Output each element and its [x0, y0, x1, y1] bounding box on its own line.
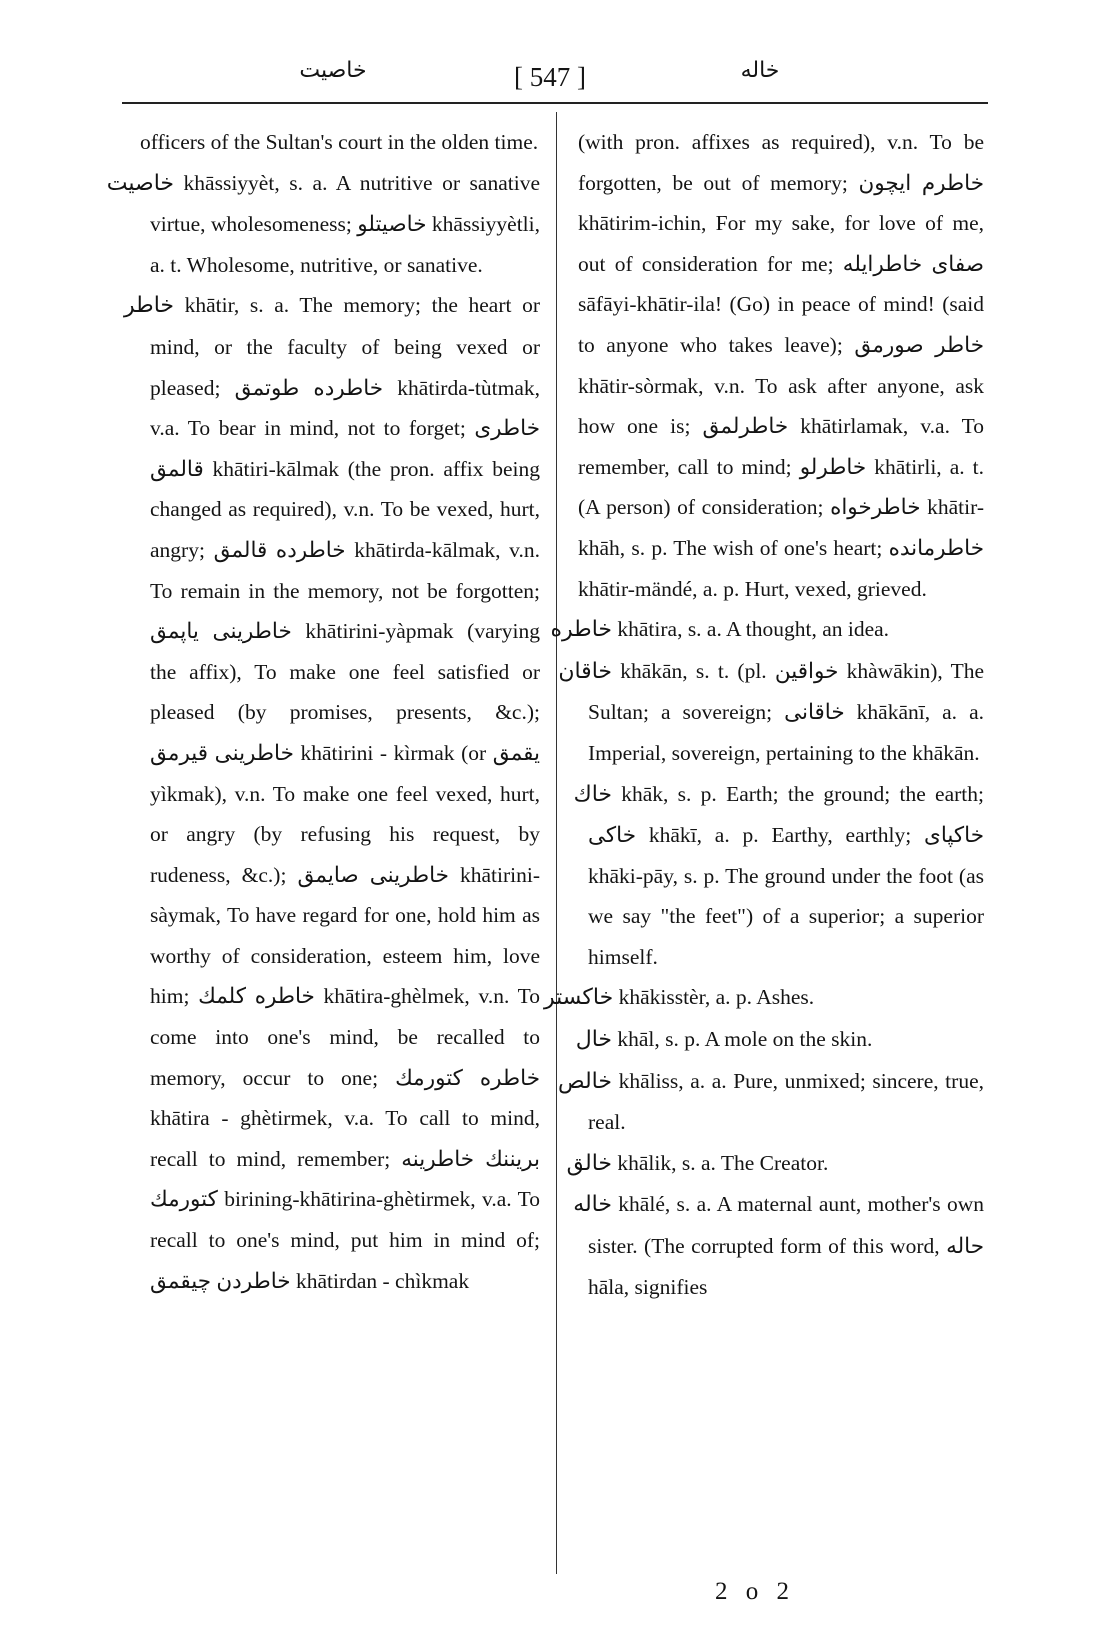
dictionary-entry [566, 774, 984, 978]
signature-mark: 2 o 2 [715, 1578, 795, 1605]
entry-headword-arabic: خاله [573, 1192, 612, 1218]
continued-text: (with pron. affixes as required), v.n. To be forgotten, be out of memory; خاطرم ایچون khātirim-ichin, For my sake, for love of me, out of consideration for me; صفای خاطرایله sāfāyi-khātir-ila! (Go) in peace of mind! (said to anyone who takes leave); خاطر صورمق khātir-sòrmak, v.n. To ask after anyone, ask how one is; خاطرلمق khātirlamak, v.a. To remember, call to mind; خاطرلو khātirli, a. t. (A person) of consideration; خاطرخواه khātir-khāh, s. p. The wish of one's heart; خاطرمانده khātir-mändé, a. p. Hurt, vexed, grieved. [578, 130, 985, 601]
entry-definition: khāssiyyèt, s. a. A nutritive or sanative virtue, wholesomeness; خاصيتلو khāssiyyètli, a. t. Wholesome, nutritive, or sanative. [150, 170, 540, 277]
entry-definition: khāliss, a. a. Pure, unmixed; sincere, true, real. [588, 1068, 984, 1135]
entry-headword-arabic: خاقان [558, 658, 612, 684]
entry-definition: khālé, s. a. A maternal aunt, mother's own sister. (The corrupted form of this word, حاله hāla, signifies [588, 1192, 984, 1299]
column-divider [556, 112, 557, 1574]
entry-definition: khāk, s. p. Earth; the ground; the earth; خاکی khākī, a. p. Earthy, earthly; خاکپای khāki-pāy, s. p. The ground under the foot (as we say "the feet") of a superior; a superior himself. [588, 781, 984, 969]
entry-definition: khāl, s. p. A mole on the skin. [612, 1027, 873, 1052]
dictionary-entry [544, 977, 984, 1019]
page-number: [ 547 ] [514, 62, 586, 92]
entry-headword-arabic: خال [575, 1027, 612, 1053]
left-column [106, 122, 541, 1301]
entry-headword-arabic: خاطره [550, 617, 612, 643]
entry-definition: khātir, s. a. The memory; the heart or mind, or the faculty of being vexed or pleased; خاطرده طوتمق khātirda-tùtmak, v.a. To bear in mind, not to forget; خاطری قالمق khātiri-kālmak (the pron. affix being changed as required), v.n. To be vexed, hurt, angry; خاطرده قالمق khātirda-kālmak, v.n. To remain in the memory, not be forgotten; خاطرینی یاپمق khātirini-yàpmak (varying the affix), To make one feel satisfied or pleased (by promises, presents, &c.); خاطرینی قیرمق khātirini - kìrmak (or یقمق yìkmak), v.n. To make one feel vexed, hurt, or angry (by refusing his request, by rudeness, &c.); خاطرینی صایمق khātirini-sàymak, To have regard for one, hold him as worthy of consideration, esteem him, love him; خاطره کلمك khātira-ghèlmek, v.n. To come into one's mind, be recalled to memory, occur to one; خاطره کتورمك khātira - ghètirmek, v.a. To call to mind, recall to mind, remember; بریننك خاطرینه کتورمك birining-khātirina-ghètirmek, v.a. To recall to one's mind, put him in mind of; خاطردن چیقمق khātirdan - chìkmak [150, 293, 541, 1293]
entry-definition: khākisstèr, a. p. Ashes. [613, 985, 815, 1010]
entry-headword-arabic: خاکستر [544, 985, 614, 1011]
entry-headword-arabic: خاك [573, 781, 612, 807]
header-right-arabic-keyword: خاله [740, 58, 780, 83]
entry-headword-arabic: خالص [558, 1068, 612, 1094]
entry-definition: khākān, s. t. (pl. خواقین khàwākin), The Sultan; a sovereign; خاقانی khākānī, a. a. Imperial, sovereign, pertaining to the khākān. [588, 658, 984, 765]
dictionary-entry [106, 163, 540, 286]
dictionary-entry [558, 1061, 984, 1143]
dictionary-entry [566, 1019, 984, 1061]
header-rule [122, 102, 988, 104]
dictionary-entry [566, 1184, 984, 1307]
entry-headword-arabic: خاطر [124, 293, 174, 319]
continued-text: officers of the Sultan's court in the olden time. [140, 130, 539, 154]
entry-headword-arabic: خالق [566, 1150, 612, 1176]
dictionary-entry [550, 609, 984, 651]
entry-definition: khālik, s. a. The Creator. [612, 1150, 829, 1175]
entry-headword-arabic: خاصيت [106, 170, 174, 196]
dictionary-entry [566, 1143, 984, 1185]
dictionary-entry [124, 285, 541, 1301]
dictionary-entry [558, 651, 984, 774]
right-column [544, 122, 985, 1307]
header-left-arabic-keyword: خاصيت [299, 58, 367, 83]
entry-definition: khātira, s. a. A thought, an idea. [612, 617, 890, 642]
